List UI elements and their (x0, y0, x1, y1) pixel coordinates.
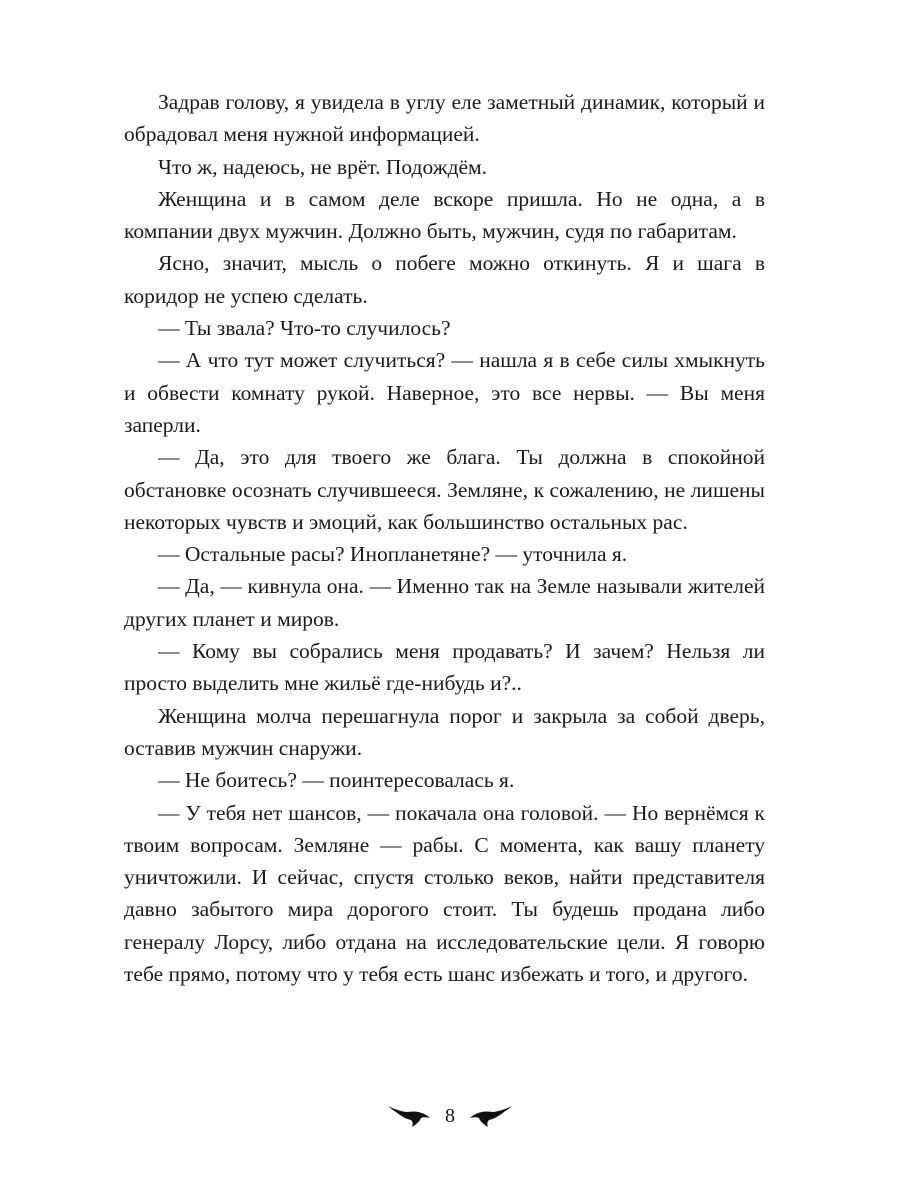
paragraph-12: — Не боитесь? — поинтересовалась я. (158, 768, 515, 793)
paragraph-6: — А что тут может случиться? — нашла я в себе силы хмыкнуть и обвести комнату рукой. Наверное, это все нервы. — Вы меня заперли. (124, 348, 765, 437)
paragraph-3: Женщина и в самом деле вскоре пришла. Но не одна, а в компании двух мужчин. Должно быть, мужчин, судя по габаритам. (124, 186, 765, 244)
page-footer (0, 1103, 900, 1129)
paragraph-7: — Да, это для твоего же блага. Ты должна в спокойной обстановке осознать случившееся. Земляне, к сожалению, не лишены некоторых чувств и эмоций, как большинство остальных рас. (124, 445, 765, 534)
paragraph-2: Что ж, надеюсь, не врёт. Подождём. (158, 154, 488, 179)
paragraph-9: — Да, — кивнула она. — Именно так на Земле называли жителей других планет и миров. (124, 574, 765, 631)
paragraph-5: — Ты звала? Что-то случилось? (158, 316, 451, 341)
paragraph-1: Задрав голову, я увидела в углу еле заметный динамик, который и обрадовал меня нужной информацией. (124, 90, 765, 147)
paragraph-13: — У тебя нет шансов, — покачала она головой. — Но вернёмся к твоим вопросам. Земляне — рабы. С момента, как вашу планету уничтожили. И сейчас, спустя столько веков, найти представителя давно забытого мира дорогого стоит. Ты будешь продана либо генералу Лорсу, либо отдана на исследовательские цели. Я говорю тебе прямо, потому что у тебя есть шанс избежать и того, и другого. (124, 800, 765, 987)
paragraph-4: Ясно, значит, мысль о побеге можно откинуть. Я и шага в коридор не успею сделать. (124, 251, 765, 308)
bird-ornament-right-icon (469, 1103, 513, 1129)
body-text (124, 86, 765, 990)
paragraph-11: Женщина молча перешагнула порог и закрыла за собой дверь, оставив мужчин снаружи. (124, 703, 765, 760)
paragraph-8: — Остальные расы? Инопланетяне? — уточнила я. (158, 542, 628, 567)
page-number: 8 (445, 1105, 455, 1127)
bird-ornament-left-icon (387, 1103, 431, 1129)
paragraph-10: — Кому вы собрались меня продавать? И зачем? Нельзя ли просто выделить мне жильё где-нибудь и?.. (124, 639, 765, 696)
